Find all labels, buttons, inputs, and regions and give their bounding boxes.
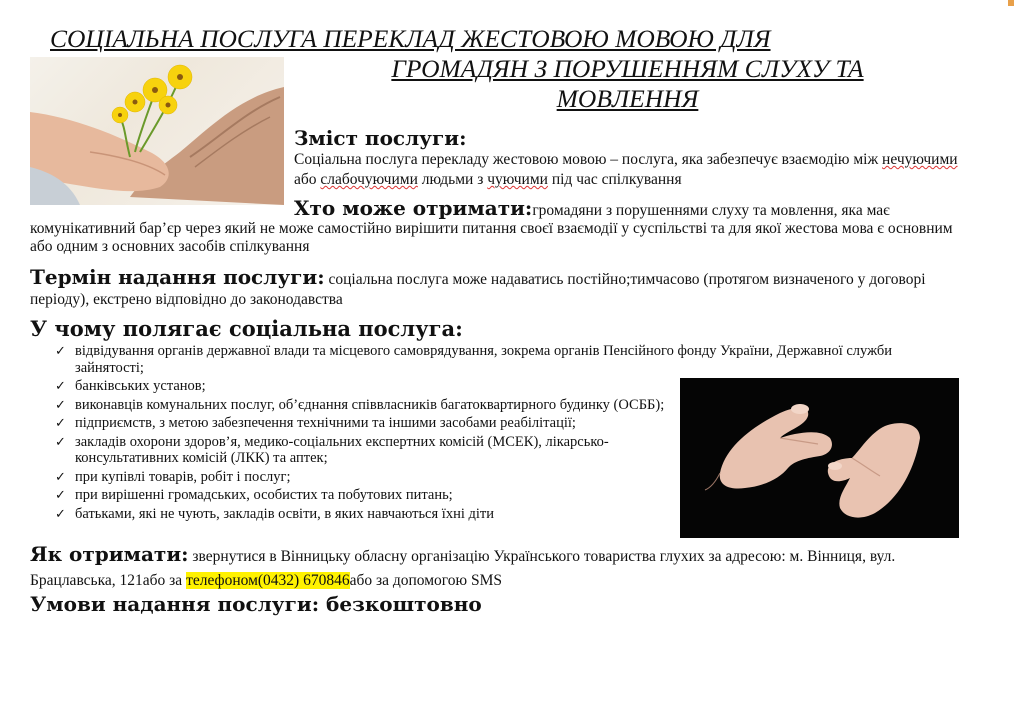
who-section [30,196,975,256]
list-item [52,487,675,504]
term-text: соціальна послуга може надаватись постійно;тимчасово (протягом визначеного у договорі періоду), екстрено відповідно до законодавства [30,271,926,308]
term-section [30,267,975,310]
list-item-text: банківських установ; [75,378,206,394]
checkmark-bullet-icon: ✓ [55,396,66,412]
list-item [52,469,675,486]
list-item [52,434,675,467]
who-text: громадяни з порушеннями слуху та мовлення, яка має комунікативний бар’єр через який не може самостійно вирішити питання своєї взаємодії у суспільстві та для якої жестова мова є основним або одним з основних засобів спілкування [30,202,953,255]
title-line-2: ГРОМАДЯН З ПОРУШЕННЯМ СЛУХУ ТА [391,54,864,83]
content-text-c: людьми з [417,171,488,188]
list-item [52,506,675,523]
corner-mark [1008,0,1014,6]
word-deaf: нечуючими [882,151,958,168]
list-item-text: батьками, які не чують, закладів освіти, в яких навчаються їхні діти [75,505,494,522]
how-text-a: звернутися в Вінницьку обласну організацію Українського товариства глухих за адресою: м. Вінниця, вул. Брацлавська, 121або за [30,548,896,589]
list-item [52,397,675,414]
content-heading: Зміст послуги: [294,126,467,150]
how-section [30,542,975,593]
list-item [52,343,942,376]
conditions-line: Умови надання послуги: безкоштовно [30,592,482,616]
list-item-text: виконавців комунальних послуг, об’єднання співвласників багатоквартирного будинку (ОСББ); [75,396,665,413]
hands-flowers-photo [30,57,284,205]
what-section [30,316,975,341]
list-item [52,415,675,432]
content-text-b: або [294,171,321,188]
list-item-text: підприємств, з метою забезпечення технічними та іншими засобами реабілітації; [75,415,576,431]
title-line-3: МОВЛЕННЯ [556,84,699,113]
sign-language-photo [680,378,959,538]
list-item-text: відвідування органів державної влади та місцевого самоврядування, зокрема органів Пенсійного фонду України, Державної служби зайнятості; [75,343,893,376]
checkmark-bullet-icon: ✓ [55,487,66,502]
checkmark-bullet-icon: ✓ [55,415,66,430]
content-text [294,150,974,190]
content-text-a: Соціальна послуга перекладу жестовою мовою – послуга, яка забезпечує взаємодію між [294,151,883,168]
checkmark-bullet-icon: ✓ [55,343,66,358]
checkmark-bullet-icon: ✓ [55,505,66,521]
list-item-text: закладів охорони здоров’я, медико-соціальних експертних комісій (МСЕК), лікарсько-консультативних комісій (ЛКК) та аптек; [75,433,609,466]
checkmark-bullet-icon: ✓ [55,468,66,484]
checkmark-bullet-icon: ✓ [55,378,66,393]
list-item [52,378,675,395]
what-heading: У чому полягає соціальна послуга: [30,316,463,341]
who-heading: Хто може отримати: [294,196,533,220]
content-section [294,126,974,190]
list-item-text: при купівлі товарів, робіт і послуг; [75,468,291,485]
how-heading: Як отримати: [30,542,189,566]
word-hard-of-hearing: слабочуючими [320,171,418,188]
word-hearing: чуючими [487,171,548,188]
phone-highlight: телефоном(0432) 670846 [186,572,350,589]
content-text-d: під час спілкування [547,171,682,188]
title-line-1: СОЦІАЛЬНА ПОСЛУГА ПЕРЕКЛАД ЖЕСТОВОЮ МОВОЮ ДЛЯ [50,24,771,53]
term-heading: Термін надання послуги: [30,265,325,289]
list-item-text: при вирішенні громадських, особистих та побутових питань; [75,487,453,503]
how-text-b: або за допомогою SMS [349,572,502,589]
checkmark-bullet-icon: ✓ [55,433,66,449]
